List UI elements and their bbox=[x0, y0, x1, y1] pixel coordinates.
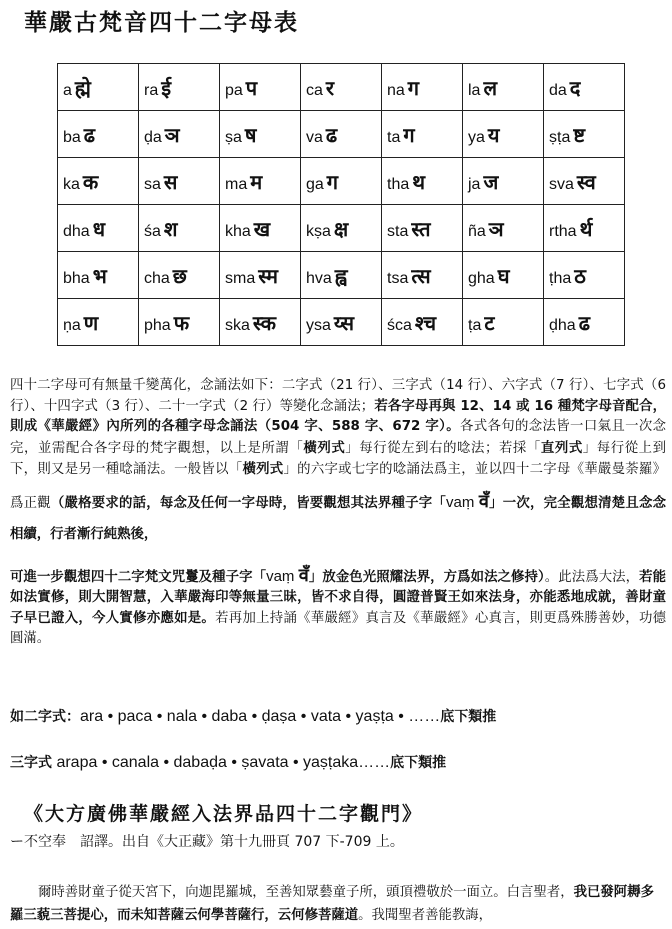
syllable-glyph: श bbox=[163, 216, 178, 241]
syllable-latin: pa bbox=[225, 81, 243, 99]
syllable-chart bbox=[57, 63, 625, 346]
example-label: 三字式 bbox=[10, 755, 52, 771]
syllable-glyph: फ bbox=[173, 310, 190, 335]
text-span-bold: 」放金色光照耀法界，方爲如法之修持） bbox=[308, 569, 545, 585]
syllable-cell bbox=[463, 111, 544, 158]
syllable-latin: ḍha bbox=[549, 316, 576, 334]
syllable-cell bbox=[58, 64, 139, 111]
syllable-latin: sa bbox=[144, 175, 161, 193]
text-span-bold: 若各字母再與 12、14 或 16 種梵字母音配合，則成《華嚴經》內所列的各種字母念誦法（504 字、588 字、672 字）。 bbox=[10, 398, 666, 434]
syllable-glyph: स्त bbox=[411, 216, 431, 241]
syllable-latin: gha bbox=[468, 269, 495, 287]
syllable-cell bbox=[58, 205, 139, 252]
text-span: 。此法爲大法， bbox=[544, 569, 640, 585]
chart-row bbox=[58, 158, 625, 205]
syllable-cell bbox=[463, 299, 544, 346]
section-title: 《大方廣佛華嚴經入法界品四十二字觀門》 bbox=[24, 803, 424, 825]
syllable-latin: ṇa bbox=[63, 316, 81, 334]
example-text: arapa • canala • dabaḍa • ṣavata • yaṣṭaka…… bbox=[56, 754, 391, 771]
seed-syllable-latin: vaṃ bbox=[266, 567, 295, 585]
syllable-latin: a bbox=[63, 81, 72, 99]
syllable-glyph: ह्मे bbox=[74, 75, 91, 100]
syllable-cell bbox=[58, 252, 139, 299]
syllable-glyph: ई bbox=[161, 75, 172, 100]
description-paragraph bbox=[10, 376, 666, 650]
chart-row bbox=[58, 299, 625, 346]
syllable-latin: hva bbox=[306, 269, 332, 287]
chart-row bbox=[58, 111, 625, 158]
chart-row bbox=[58, 252, 625, 299]
syllable-cell bbox=[139, 299, 220, 346]
syllable-latin: śa bbox=[144, 222, 161, 240]
syllable-cell bbox=[220, 64, 301, 111]
text-span: 。我聞聖者善能教誨， bbox=[358, 908, 493, 923]
example-tail: 底下類推 bbox=[440, 709, 497, 725]
syllable-cell bbox=[301, 111, 382, 158]
text-span: 」的六字或七字的唸誦法爲主，並以四十二字母《華嚴曼荼羅》爲正觀 bbox=[10, 462, 667, 511]
example-label: 如二字式： bbox=[10, 709, 80, 725]
syllable-latin: va bbox=[306, 128, 323, 146]
keyword: 橫列式 bbox=[303, 439, 346, 456]
syllable-latin: na bbox=[387, 81, 405, 99]
syllable-cell bbox=[301, 252, 382, 299]
syllable-glyph: द bbox=[569, 75, 581, 100]
syllable-glyph: क्ष bbox=[333, 216, 349, 241]
chart-row bbox=[58, 64, 625, 111]
syllable-glyph: म bbox=[250, 169, 263, 194]
syllable-glyph: छ bbox=[172, 263, 187, 288]
syllable-latin: ta bbox=[387, 128, 401, 146]
syllable-glyph: स्म bbox=[258, 263, 278, 288]
syllable-cell bbox=[139, 158, 220, 205]
syllable-cell bbox=[220, 158, 301, 205]
syllable-latin: ca bbox=[306, 81, 323, 99]
syllable-cell bbox=[58, 111, 139, 158]
syllable-latin: tha bbox=[387, 175, 410, 193]
syllable-glyph: श्च bbox=[414, 310, 437, 335]
syllable-glyph: स bbox=[163, 169, 178, 194]
syllable-cell bbox=[382, 299, 463, 346]
syllable-glyph: ञ bbox=[164, 122, 180, 147]
syllable-cell bbox=[382, 252, 463, 299]
syllable-glyph: ह्व bbox=[334, 263, 348, 288]
syllable-glyph: क bbox=[82, 169, 99, 194]
syllable-glyph: ग bbox=[407, 75, 420, 100]
syllable-glyph: ज bbox=[483, 169, 499, 194]
syllable-cell bbox=[382, 111, 463, 158]
syllable-cell bbox=[220, 111, 301, 158]
syllable-cell bbox=[220, 299, 301, 346]
text-span: 」每行從左到右的唸法；若採「 bbox=[345, 440, 541, 456]
text-span-bold: 善財童子早已證入，今人實修亦應如是。 bbox=[10, 590, 667, 626]
syllable-glyph: ढ bbox=[325, 122, 338, 147]
syllable-glyph: य bbox=[487, 122, 500, 147]
text-span-bold: 我已發阿耨多羅三藐三菩提心，而未知菩薩云何學菩薩行，云何修菩薩道 bbox=[10, 885, 654, 923]
syllable-glyph: भ bbox=[92, 263, 107, 288]
syllable-latin: ska bbox=[225, 316, 250, 334]
syllable-cell bbox=[139, 252, 220, 299]
syllable-latin: kṣa bbox=[306, 222, 331, 240]
syllable-latin: ma bbox=[225, 175, 248, 193]
syllable-glyph: ख bbox=[253, 216, 271, 241]
syllable-cell bbox=[301, 64, 382, 111]
syllable-glyph: ग bbox=[326, 169, 339, 194]
syllable-latin: sma bbox=[225, 269, 256, 287]
syllable-cell bbox=[139, 205, 220, 252]
syllable-latin: ña bbox=[468, 222, 486, 240]
example-tail: 底下類推 bbox=[390, 755, 447, 771]
text-span: 四十二字母可有無量千變萬化，念誦法如下：二字式（21 行）、三字式（14 行）、六字式（7 行）、七字式（6 行）、十四字式（3 行）、二十一字式（2 行）等變化念誦法； bbox=[10, 378, 666, 414]
syllable-cell bbox=[544, 111, 625, 158]
syllable-latin: bha bbox=[63, 269, 90, 287]
syllable-glyph: र bbox=[325, 75, 335, 100]
page-title: 華嚴古梵音四十二字母表 bbox=[24, 9, 299, 36]
syllable-cell bbox=[463, 252, 544, 299]
syllable-glyph: ढ bbox=[578, 310, 590, 335]
syllable-glyph: घ bbox=[497, 263, 510, 288]
syllable-glyph: ग bbox=[403, 122, 415, 147]
seed-syllable-glyph: वँ bbox=[298, 564, 309, 586]
syllable-cell bbox=[382, 205, 463, 252]
syllable-glyph: ष्ट bbox=[573, 122, 586, 147]
syllable-latin: ja bbox=[468, 175, 481, 193]
sutra-text bbox=[10, 881, 666, 927]
two-syllable-example bbox=[10, 706, 496, 726]
text-span-bold: 可進一步觀想四十二字梵文咒鬘及種子字「 bbox=[10, 569, 267, 585]
syllable-cell bbox=[220, 252, 301, 299]
chart-row bbox=[58, 205, 625, 252]
syllable-latin: śca bbox=[387, 316, 412, 334]
syllable-latin: sva bbox=[549, 175, 574, 193]
text-span: 若再加上持誦《華嚴經》真言及《華嚴經》心真言，則更爲殊勝善妙，功德圓滿。 bbox=[10, 610, 667, 646]
syllable-cell bbox=[544, 299, 625, 346]
seed-syllable-latin: vaṃ bbox=[446, 493, 475, 511]
syllable-cell bbox=[58, 158, 139, 205]
syllable-cell bbox=[544, 64, 625, 111]
syllable-cell bbox=[544, 252, 625, 299]
syllable-latin: kha bbox=[225, 222, 251, 240]
syllable-glyph: ष bbox=[244, 122, 257, 147]
syllable-latin: ysa bbox=[306, 316, 331, 334]
text-span-bold: （嚴格要求的話，每念及任何一字母時，皆要觀想其法界種子字「 bbox=[50, 495, 447, 511]
keyword: 直列式 bbox=[540, 439, 583, 456]
syllable-cell bbox=[382, 158, 463, 205]
syllable-glyph: स्व bbox=[576, 169, 596, 194]
syllable-glyph: ल bbox=[483, 75, 498, 100]
syllable-latin: la bbox=[468, 81, 481, 99]
syllable-latin: ya bbox=[468, 128, 485, 146]
syllable-cell bbox=[58, 299, 139, 346]
syllable-glyph: र्थ bbox=[579, 216, 593, 241]
syllable-glyph: ध bbox=[92, 216, 106, 241]
syllable-cell bbox=[139, 64, 220, 111]
syllable-latin: ṭha bbox=[549, 269, 572, 287]
syllable-latin: ṭa bbox=[468, 316, 482, 334]
syllable-latin: tsa bbox=[387, 269, 409, 287]
keyword: 橫列式 bbox=[242, 461, 284, 477]
syllable-glyph: ठ bbox=[574, 263, 586, 288]
syllable-latin: cha bbox=[144, 269, 170, 287]
source-citation: ー不空奉 詔譯。出自《大正藏》第十九冊頁 707 下-709 上。 bbox=[10, 834, 404, 850]
syllable-latin: ra bbox=[144, 81, 159, 99]
syllable-cell bbox=[463, 158, 544, 205]
syllable-cell bbox=[301, 299, 382, 346]
example-text: ara • paca • nala • daba • ḍaṣa • vata • yaṣṭa • …… bbox=[80, 708, 441, 725]
text-span: 爾時善財童子從天宮下，向迦毘羅城，至善知眾藝童子所，頭頂禮敬於一面立。白言聖者， bbox=[38, 885, 574, 900]
syllable-cell bbox=[544, 205, 625, 252]
text-span: 各式各句的念法皆一口氣且一次念完，並需配合各字母的梵字觀想，以上是所謂「 bbox=[10, 419, 667, 456]
syllable-cell bbox=[463, 205, 544, 252]
syllable-latin: rtha bbox=[549, 222, 577, 240]
text-span-bold: 」一次，完全觀想清楚且念念相續，行者漸行純熟後， bbox=[10, 495, 667, 542]
syllable-glyph: प bbox=[245, 75, 258, 100]
syllable-latin: pha bbox=[144, 316, 171, 334]
syllable-latin: da bbox=[549, 81, 567, 99]
syllable-latin: dha bbox=[63, 222, 90, 240]
syllable-cell bbox=[301, 158, 382, 205]
syllable-glyph: ढ bbox=[83, 122, 96, 147]
syllable-glyph: ट bbox=[484, 310, 495, 335]
syllable-latin: ga bbox=[306, 175, 324, 193]
syllable-glyph: य्स bbox=[333, 310, 354, 335]
syllable-latin: sta bbox=[387, 222, 409, 240]
text-span: 」每行從上到下，則又是另一種唸誦法。一般皆以「 bbox=[10, 440, 667, 477]
syllable-glyph: ण bbox=[83, 310, 99, 335]
text-span-bold: 若能如法實修，則大開智慧，入華嚴海印等無量三昧，皆不求自得，圓證普賢王如來法身，亦能悉地成就， bbox=[10, 569, 666, 605]
syllable-cell bbox=[139, 111, 220, 158]
three-syllable-example bbox=[10, 752, 446, 772]
seed-syllable-glyph: वँ bbox=[478, 490, 489, 512]
syllable-cell bbox=[544, 158, 625, 205]
syllable-glyph: त्स bbox=[411, 263, 431, 288]
syllable-latin: ba bbox=[63, 128, 81, 146]
syllable-latin: ḍa bbox=[144, 128, 162, 146]
syllable-glyph: ञ bbox=[488, 216, 504, 241]
syllable-cell bbox=[382, 64, 463, 111]
syllable-latin: ṣa bbox=[225, 128, 242, 146]
syllable-cell bbox=[301, 205, 382, 252]
syllable-glyph: थ bbox=[412, 169, 426, 194]
syllable-latin: ṣṭa bbox=[549, 128, 571, 146]
syllable-glyph: स्क bbox=[252, 310, 277, 335]
syllable-latin: ka bbox=[63, 175, 80, 193]
syllable-cell bbox=[463, 64, 544, 111]
syllable-cell bbox=[220, 205, 301, 252]
